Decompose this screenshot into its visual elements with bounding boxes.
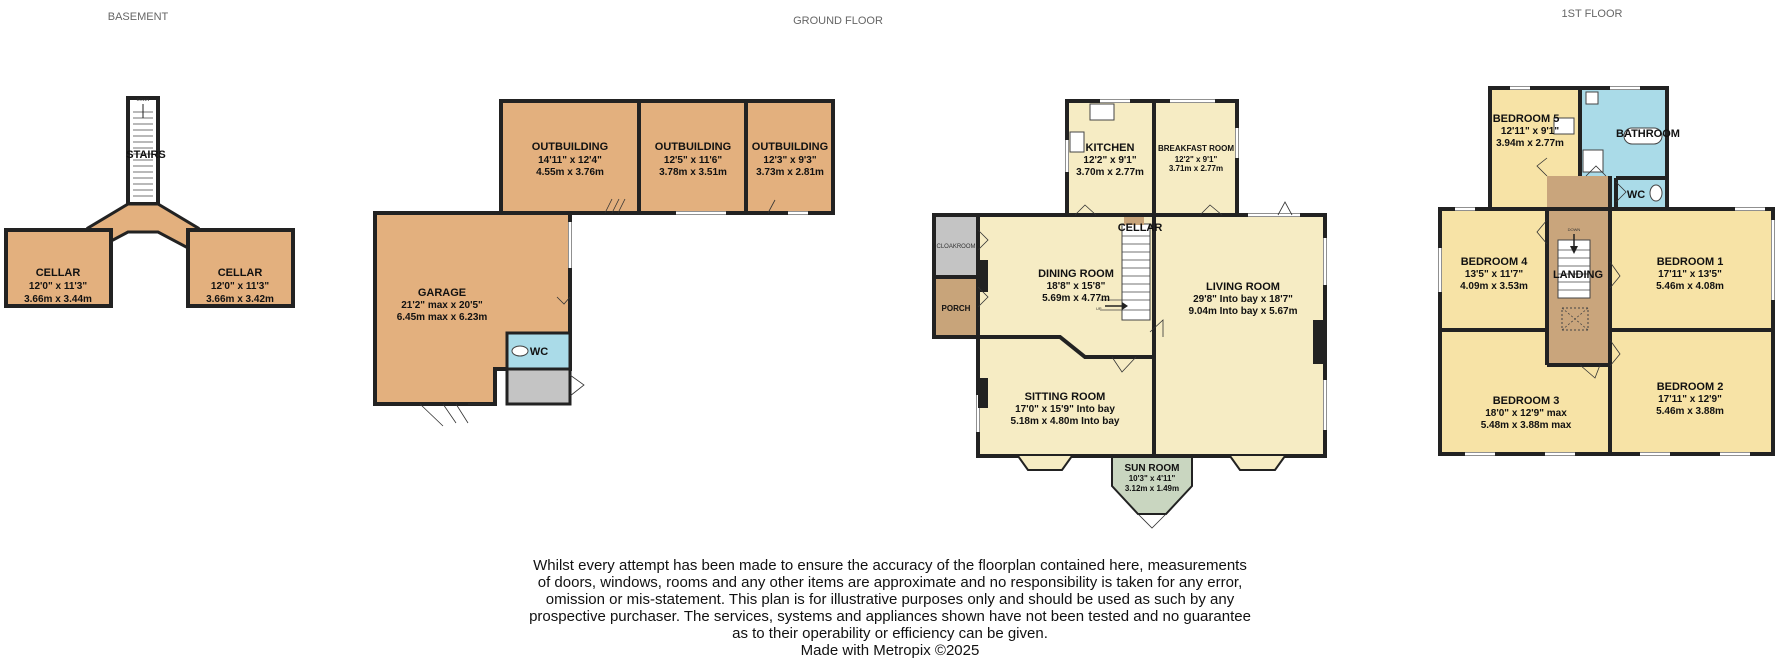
bedroom-3-imperial: 18'0" x 12'9" max [1485,408,1567,419]
kitchen-metric: 3.70m x 2.77m [1076,167,1144,178]
kitchen-imperial: 12'2" x 9'1" [1083,155,1137,166]
sun-room-metric: 3.12m x 1.49m [1124,484,1180,493]
living-room-name: LIVING ROOM [1206,281,1280,293]
cellar-left-name: CELLAR [35,267,81,279]
outbuilding-3-imperial: 12'3" x 9'3" [763,155,817,166]
disclaimer-line: of doors, windows, rooms and any other items are approximate and no responsibility is taken for any error, [537,574,1243,591]
outbuilding-1-name: OUTBUILDING [531,141,609,153]
cloakroom-label: CLOAKROOM [936,244,976,250]
fireplace-icon [978,378,988,408]
outbuilding-2-metric: 3.78m x 3.51m [659,167,727,178]
dining-room-metric: 5.69m x 4.77m [1042,293,1110,304]
outbuilding-3-name: OUTBUILDING [751,141,829,153]
door-icon [570,375,584,396]
sun-room-imperial: 10'3" x 4'11" [1128,474,1176,483]
disclaimer-line: Whilst every attempt has been made to ensure the accuracy of the floorplan contained here, measurements [533,557,1247,574]
hob-icon [1090,104,1114,120]
bedroom-1-imperial: 17'11" x 13'5" [1658,269,1722,280]
toilet-icon [1650,185,1662,201]
garage-name: GARAGE [417,287,467,299]
bedroom-5-metric: 3.94m x 2.77m [1496,138,1564,149]
stairs-label: STAIRS [126,149,166,161]
bay-window-icon [1230,456,1285,470]
bedroom-5-name: BEDROOM 5 [1492,113,1560,125]
cellar-left-metric: 3.66m x 3.44m [24,294,92,305]
dining-room-name: DINING ROOM [1038,268,1114,280]
bedroom-2-metric: 5.46m x 3.88m [1656,406,1724,417]
up-label: UP [1096,306,1102,311]
living-room-metric: 9.04m Into bay x 5.67m [1188,306,1298,317]
garage-door-icon [420,404,490,426]
outbuilding-1-imperial: 14'11" x 12'4" [538,155,602,166]
wc-label: WC [1626,189,1646,201]
ground-floor-title: GROUND FLOOR [793,15,883,27]
bedroom-1-metric: 5.46m x 4.08m [1656,281,1724,292]
door-icon [1138,514,1166,528]
outbuilding-2-name: OUTBUILDING [654,141,732,153]
first-floor-plan [1440,88,1773,454]
bedroom-4-imperial: 13'5" x 11'7" [1464,269,1524,280]
first-floor-title: 1ST FLOOR [1561,8,1623,20]
garage-store [507,369,570,404]
copyright-line: Made with Metropix ©2025 [800,642,980,659]
bedroom-5-imperial: 12'11" x 9'1" [1500,126,1560,137]
toilet-icon [512,346,528,356]
bay-window-icon [1018,456,1072,470]
breakfast-room-name: BREAKFAST ROOM [1158,144,1234,153]
cellar-right-metric: 3.66m x 3.42m [206,294,274,305]
fireplace-icon [978,260,988,292]
sitting-room-imperial: 17'0" x 15'9" Into bay [1015,404,1115,415]
disclaimer-line: prospective purchaser. The services, systems and appliances shown have not been tested and no guarantee [529,608,1251,625]
outbuildings-plan [375,101,833,426]
basement-plan [6,97,293,306]
kitchen-name: KITCHEN [1085,142,1135,154]
garage-wc-label: WC [529,346,549,358]
landing-lower [1547,330,1610,365]
bathroom-name: BATHROOM [1616,128,1680,140]
cellar-right-name: CELLAR [217,267,263,279]
bedroom-2-imperial: 17'11" x 12'9" [1658,394,1722,405]
bedroom-1-name: BEDROOM 1 [1656,256,1724,268]
bedroom-2-name: BEDROOM 2 [1656,381,1724,393]
garage-metric: 6.45m max x 6.23m [396,312,488,323]
porch-label: PORCH [941,304,971,313]
outbuilding-3-metric: 3.73m x 2.81m [756,167,824,178]
bedroom-3-metric: 5.48m x 3.88m max [1480,420,1572,431]
basement-title: BASEMENT [107,11,169,23]
basin-icon [1586,92,1598,104]
sitting-room-metric: 5.18m x 4.80m Into bay [1010,416,1120,427]
cellar-right-imperial: 12'0" x 11'3" [210,281,270,292]
breakfast-room-metric: 3.71m x 2.77m [1168,164,1224,173]
living-room [1154,215,1325,456]
cellar-left-imperial: 12'0" x 11'3" [28,281,88,292]
bedroom-4-name: BEDROOM 4 [1460,256,1528,268]
disclaimer-line: omission or mis-statement. This plan is for illustrative purposes only and should be used as such by any [545,591,1235,608]
bedroom-3-name: BEDROOM 3 [1492,395,1560,407]
sitting-room-name: SITTING ROOM [1024,391,1106,403]
outbuilding-2-imperial: 12'5" x 11'6" [663,155,723,166]
outbuilding-1-metric: 4.55m x 3.76m [536,167,604,178]
disclaimer-line: as to their operability or efficiency can be given. [732,625,1048,642]
down-label: DOWN [1567,227,1581,232]
landing-label: LANDING [1552,269,1604,281]
breakfast-room-imperial: 12'2" x 9'1" [1174,155,1218,164]
garage-imperial: 21'2" max x 20'5" [401,300,483,311]
disclaimer [480,557,1300,659]
bedroom-4-metric: 4.09m x 3.53m [1460,281,1528,292]
main-house-plan [934,101,1325,528]
down-label: DOWN [136,97,150,102]
cellar-stairs-label: CELLAR [1117,222,1163,234]
dining-room-imperial: 18'8" x 15'8" [1046,281,1106,292]
fireplace-icon [1313,320,1325,364]
living-room-imperial: 29'8" Into bay x 18'7" [1193,294,1293,305]
sun-room-name: SUN ROOM [1124,463,1180,474]
sink-icon [1070,132,1084,152]
